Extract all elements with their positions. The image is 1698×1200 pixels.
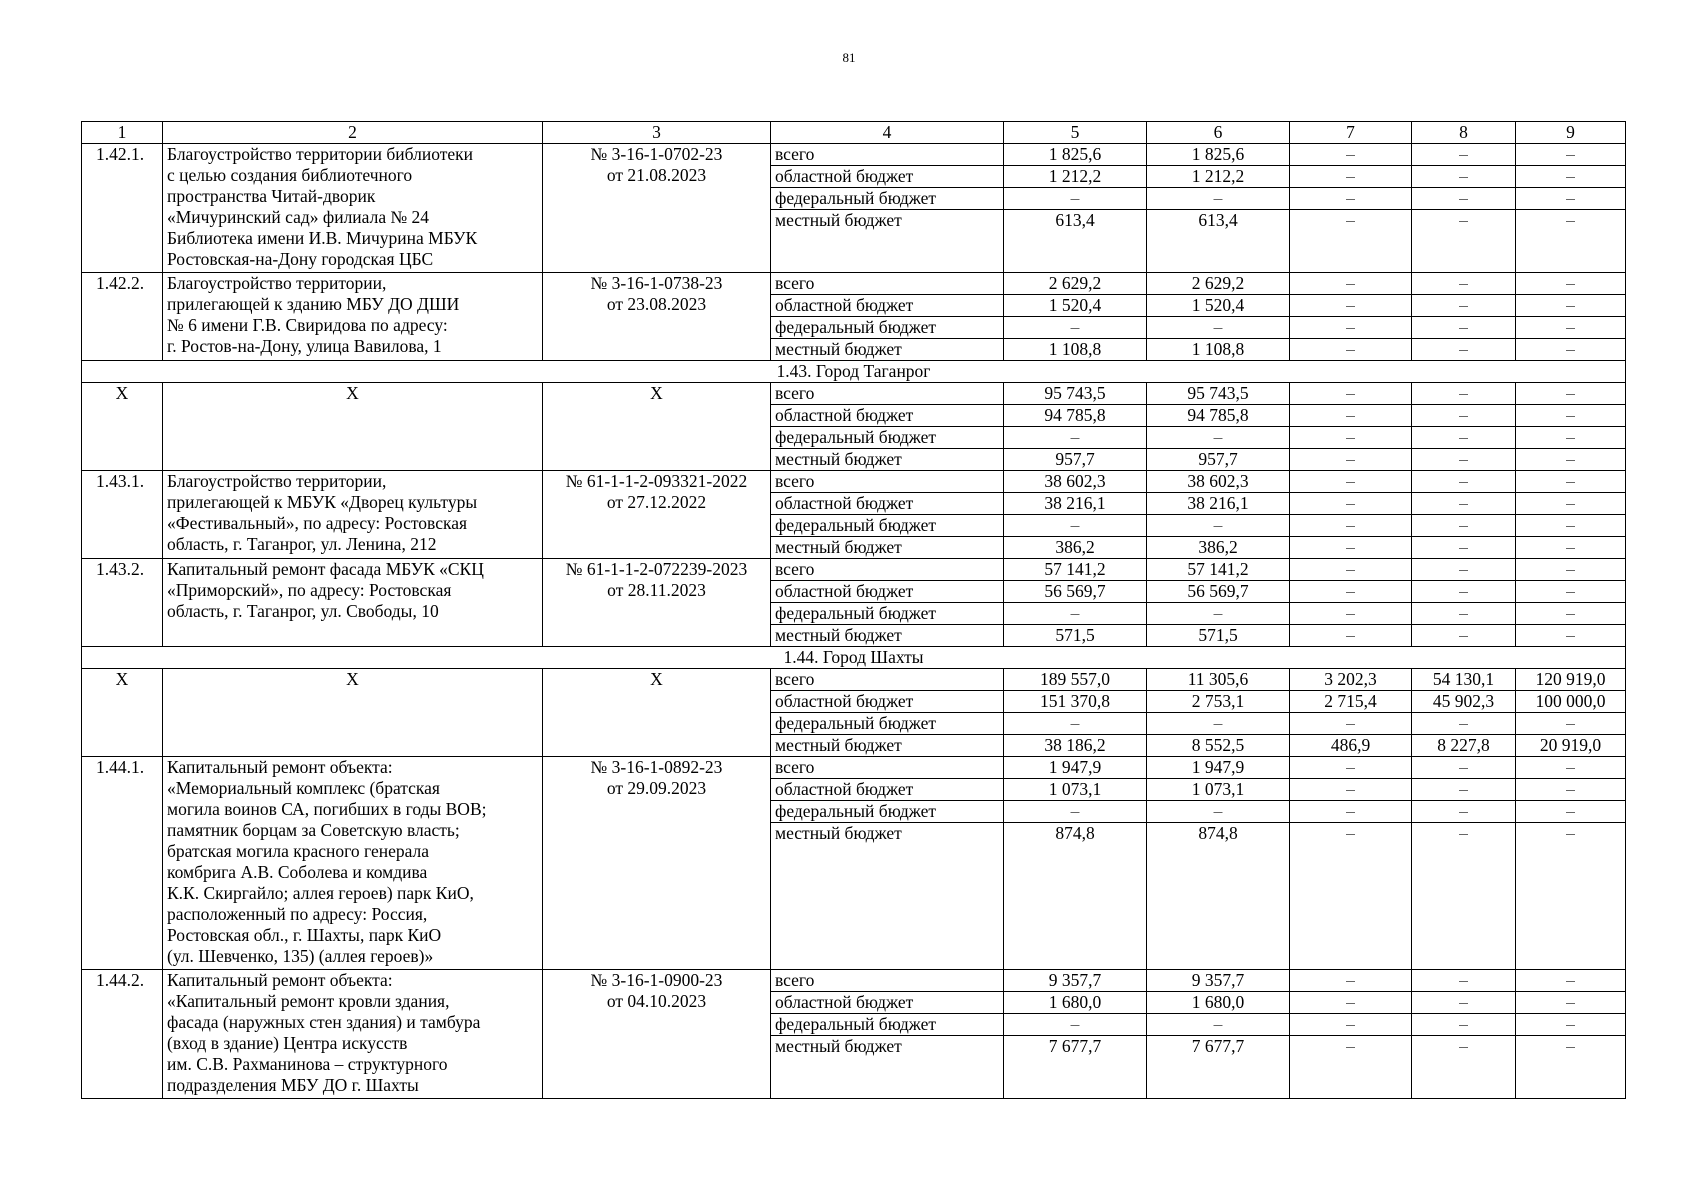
budget-value: 38 216,1: [1147, 493, 1290, 515]
budget-value: 1 212,2: [1147, 166, 1290, 188]
budget-value: –: [1516, 188, 1626, 210]
budget-label: областной бюджет: [771, 691, 1004, 713]
budget-value: 189 557,0: [1004, 669, 1147, 691]
text-line: Капитальный ремонт фасада МБУК «СКЦ: [167, 559, 484, 579]
budget-value: –: [1147, 1014, 1290, 1036]
budget-value: 386,2: [1004, 537, 1147, 559]
budget-label: федеральный бюджет: [771, 317, 1004, 339]
text-line: прилегающей к МБУК «Дворец культуры: [167, 492, 478, 512]
text-line: «Мичуринский сад» филиала № 24: [167, 207, 430, 227]
budget-value: –: [1516, 992, 1626, 1014]
text-line: фасада (наружных стен здания) и тамбура: [167, 1012, 481, 1032]
text-line: памятник борцам за Советскую власть;: [167, 820, 460, 840]
budget-value: 874,8: [1004, 823, 1147, 970]
text-line: (ул. Шевченко, 135) (аллея героев)»: [167, 946, 434, 966]
section-row: [82, 647, 1626, 669]
text-line: подразделения МБУ ДО г. Шахты: [167, 1075, 419, 1095]
budget-value: –: [1290, 992, 1412, 1014]
text-line: № 6 имени Г.В. Свиридова по адресу:: [167, 315, 448, 335]
item-number: 1.42.2.: [82, 273, 163, 361]
budget-value: –: [1412, 471, 1516, 493]
budget-value: –: [1004, 427, 1147, 449]
budget-value: 1 212,2: [1004, 166, 1147, 188]
budget-value: –: [1516, 493, 1626, 515]
budget-value: 9 357,7: [1147, 970, 1290, 992]
budget-label: всего: [771, 273, 1004, 295]
budget-value: 874,8: [1147, 823, 1290, 970]
text-line: от 28.11.2023: [607, 580, 706, 600]
column-header: 3: [543, 122, 771, 144]
budget-value: 2 629,2: [1147, 273, 1290, 295]
budget-value: 386,2: [1147, 537, 1290, 559]
budget-value: –: [1290, 515, 1412, 537]
document-reference: [543, 757, 771, 970]
text-line: расположенный по адресу: Россия,: [167, 904, 428, 924]
item-number: 1.44.2.: [82, 970, 163, 1099]
text-line: Ростовская обл., г. Шахты, парк КиО: [167, 925, 442, 945]
budget-value: –: [1516, 449, 1626, 471]
text-line: Библиотека имени И.В. Мичурина МБУК: [167, 228, 478, 248]
text-line: могила воинов СА, погибших в годы ВОВ;: [167, 799, 487, 819]
table-row: [82, 559, 1626, 581]
budget-value: 1 825,6: [1004, 144, 1147, 166]
budget-value: –: [1290, 801, 1412, 823]
budget-label: федеральный бюджет: [771, 713, 1004, 735]
budget-value: –: [1290, 823, 1412, 970]
text-line: Х: [346, 383, 359, 403]
budget-label: областной бюджет: [771, 295, 1004, 317]
budget-value: –: [1412, 166, 1516, 188]
budget-value: 1 073,1: [1147, 779, 1290, 801]
table-row: [82, 273, 1626, 295]
text-line: от 27.12.2022: [606, 492, 707, 512]
text-line: Капитальный ремонт объекта:: [167, 970, 393, 990]
budget-value: –: [1290, 1014, 1412, 1036]
budget-value: –: [1147, 713, 1290, 735]
budget-value: –: [1290, 144, 1412, 166]
budget-label: федеральный бюджет: [771, 1014, 1004, 1036]
budget-label: федеральный бюджет: [771, 515, 1004, 537]
budget-value: 1 520,4: [1147, 295, 1290, 317]
budget-value: –: [1412, 188, 1516, 210]
document-reference: [543, 970, 771, 1099]
text-line: Х: [650, 669, 663, 689]
budget-label: местный бюджет: [771, 823, 1004, 970]
budget-label: всего: [771, 970, 1004, 992]
page-number: 81: [842, 50, 856, 65]
budget-value: –: [1004, 515, 1147, 537]
budget-value: –: [1516, 801, 1626, 823]
budget-value: –: [1412, 383, 1516, 405]
budget-label: всего: [771, 559, 1004, 581]
budget-value: –: [1412, 823, 1516, 970]
budget-value: –: [1290, 1036, 1412, 1099]
budget-value: –: [1290, 493, 1412, 515]
budget-value: –: [1516, 603, 1626, 625]
text-line: № 3-16-1-0900-23: [590, 970, 723, 990]
text-line: К.К. Скиргайло; аллея героев) парк КиО,: [167, 883, 474, 903]
text-line: Благоустройство территории библиотеки: [167, 144, 474, 164]
budget-value: –: [1290, 537, 1412, 559]
budget-value: 120 919,0: [1516, 669, 1626, 691]
budget-value: –: [1147, 188, 1290, 210]
budget-value: 2 753,1: [1147, 691, 1290, 713]
budget-value: –: [1516, 515, 1626, 537]
text-line: «Мемориальный комплекс (братская: [167, 778, 440, 798]
budget-value: 45 902,3: [1412, 691, 1516, 713]
text-line: № 3-16-1-0892-23: [590, 757, 723, 777]
budget-label: федеральный бюджет: [771, 188, 1004, 210]
budget-value: –: [1147, 317, 1290, 339]
budget-value: 957,7: [1147, 449, 1290, 471]
document-reference: [543, 669, 771, 757]
text-line: с целью создания библиотечного: [167, 165, 413, 185]
budget-value: 54 130,1: [1412, 669, 1516, 691]
budget-value: 38 186,2: [1004, 735, 1147, 757]
budget-value: 3 202,3: [1290, 669, 1412, 691]
budget-value: –: [1290, 188, 1412, 210]
budget-label: федеральный бюджет: [771, 427, 1004, 449]
budget-value: 151 370,8: [1004, 691, 1147, 713]
budget-value: –: [1516, 210, 1626, 273]
item-description: [163, 669, 543, 757]
budget-value: 94 785,8: [1147, 405, 1290, 427]
budget-value: –: [1290, 427, 1412, 449]
text-line: область, г. Таганрог, ул. Ленина, 212: [167, 534, 437, 554]
budget-value: 94 785,8: [1004, 405, 1147, 427]
text-line: Х: [346, 669, 359, 689]
budget-value: –: [1516, 317, 1626, 339]
budget-value: 95 743,5: [1004, 383, 1147, 405]
budget-value: –: [1147, 515, 1290, 537]
budget-value: –: [1516, 295, 1626, 317]
document-reference: [543, 471, 771, 559]
text-line: от 04.10.2023: [606, 991, 707, 1011]
column-header: 7: [1290, 122, 1412, 144]
budget-value: –: [1412, 515, 1516, 537]
budget-value: 1 825,6: [1147, 144, 1290, 166]
budget-value: –: [1290, 471, 1412, 493]
item-number: 1.43.1.: [82, 471, 163, 559]
budget-label: областной бюджет: [771, 166, 1004, 188]
text-line: Благоустройство территории,: [167, 273, 387, 293]
budget-value: –: [1290, 273, 1412, 295]
budget-value: –: [1412, 317, 1516, 339]
budget-value: –: [1004, 713, 1147, 735]
budget-value: 9 357,7: [1004, 970, 1147, 992]
budget-value: 1 947,9: [1147, 757, 1290, 779]
text-line: комбрига А.В. Соболева и комдива: [167, 862, 428, 882]
column-header: 8: [1412, 122, 1516, 144]
text-line: Х: [650, 383, 663, 403]
budget-value: –: [1516, 823, 1626, 970]
budget-label: местный бюджет: [771, 339, 1004, 361]
text-line: от 29.09.2023: [606, 778, 707, 798]
table-row: [82, 970, 1626, 992]
section-title: 1.44. Город Шахты: [82, 647, 1626, 669]
budget-value: 95 743,5: [1147, 383, 1290, 405]
budget-value: –: [1412, 970, 1516, 992]
budget-label: областной бюджет: [771, 779, 1004, 801]
budget-value: –: [1412, 427, 1516, 449]
text-line: Капитальный ремонт объекта:: [167, 757, 393, 777]
budget-value: 57 141,2: [1004, 559, 1147, 581]
item-description: [163, 559, 543, 647]
budget-value: –: [1412, 405, 1516, 427]
text-line: братская могила красного генерала: [167, 841, 430, 861]
item-number: 1.42.1.: [82, 144, 163, 273]
text-line: г. Ростов-на-Дону, улица Вавилова, 1: [167, 336, 442, 356]
budget-value: –: [1516, 144, 1626, 166]
table-row: [82, 757, 1626, 779]
budget-value: –: [1412, 625, 1516, 647]
budget-value: –: [1290, 317, 1412, 339]
budget-label: всего: [771, 383, 1004, 405]
budget-value: 100 000,0: [1516, 691, 1626, 713]
budget-value: 486,9: [1290, 735, 1412, 757]
item-number: Х: [82, 383, 163, 471]
budget-value: –: [1412, 581, 1516, 603]
budget-value: 56 569,7: [1147, 581, 1290, 603]
budget-value: 571,5: [1147, 625, 1290, 647]
text-line: № 61-1-1-2-093321-2022: [565, 471, 748, 491]
budget-label: федеральный бюджет: [771, 801, 1004, 823]
budget-value: –: [1516, 273, 1626, 295]
budget-value: –: [1412, 210, 1516, 273]
item-description: [163, 970, 543, 1099]
budget-value: –: [1412, 779, 1516, 801]
budget-label: местный бюджет: [771, 210, 1004, 273]
budget-value: –: [1412, 339, 1516, 361]
document-reference: [543, 559, 771, 647]
budget-label: местный бюджет: [771, 1036, 1004, 1099]
budget-value: –: [1412, 295, 1516, 317]
budget-label: местный бюджет: [771, 537, 1004, 559]
budget-value: 1 947,9: [1004, 757, 1147, 779]
text-line: прилегающей к зданию МБУ ДО ДШИ: [167, 294, 460, 314]
item-description: [163, 383, 543, 471]
budget-value: –: [1290, 295, 1412, 317]
text-line: пространства Читай-дворик: [167, 186, 376, 206]
text-line: (вход в здание) Центра искусств: [167, 1033, 408, 1053]
column-header: 4: [771, 122, 1004, 144]
text-line: «Капитальный ремонт кровли здания,: [167, 991, 450, 1011]
document-reference: [543, 273, 771, 361]
budget-label: областной бюджет: [771, 493, 1004, 515]
budget-label: всего: [771, 669, 1004, 691]
budget-label: местный бюджет: [771, 735, 1004, 757]
budget-value: –: [1412, 559, 1516, 581]
text-line: им. С.В. Рахманинова – структурного: [167, 1054, 448, 1074]
budget-label: областной бюджет: [771, 992, 1004, 1014]
budget-value: –: [1290, 405, 1412, 427]
text-line: Ростовская-на-Дону городская ЦБС: [167, 249, 434, 269]
budget-label: местный бюджет: [771, 625, 1004, 647]
budget-value: –: [1516, 757, 1626, 779]
budget-value: 8 227,8: [1412, 735, 1516, 757]
item-number: 1.43.2.: [82, 559, 163, 647]
budget-value: 38 602,3: [1004, 471, 1147, 493]
header-row: [82, 122, 1626, 144]
budget-value: –: [1412, 757, 1516, 779]
section-title: 1.43. Город Таганрог: [82, 361, 1626, 383]
budget-value: –: [1290, 713, 1412, 735]
budget-value: 613,4: [1147, 210, 1290, 273]
total-row: [82, 383, 1626, 405]
budget-label: всего: [771, 757, 1004, 779]
budget-value: –: [1290, 449, 1412, 471]
budget-value: –: [1004, 188, 1147, 210]
budget-value: 1 680,0: [1004, 992, 1147, 1014]
item-number: 1.44.1.: [82, 757, 163, 970]
budget-value: 571,5: [1004, 625, 1147, 647]
budget-value: –: [1290, 779, 1412, 801]
budget-label: всего: [771, 471, 1004, 493]
budget-value: –: [1004, 603, 1147, 625]
document-reference: [543, 383, 771, 471]
text-line: от 23.08.2023: [606, 294, 707, 314]
budget-value: –: [1147, 427, 1290, 449]
budget-label: всего: [771, 144, 1004, 166]
budget-value: –: [1412, 273, 1516, 295]
budget-value: –: [1412, 449, 1516, 471]
budget-value: –: [1516, 559, 1626, 581]
budget-value: –: [1290, 339, 1412, 361]
budget-value: 2 629,2: [1004, 273, 1147, 295]
column-header: 5: [1004, 122, 1147, 144]
budget-value: –: [1412, 493, 1516, 515]
budget-value: –: [1290, 581, 1412, 603]
item-description: [163, 273, 543, 361]
budget-value: 1 108,8: [1004, 339, 1147, 361]
budget-table: [81, 121, 1626, 1099]
text-line: от 21.08.2023: [606, 165, 707, 185]
column-header: 9: [1516, 122, 1626, 144]
budget-value: –: [1004, 801, 1147, 823]
item-description: [163, 757, 543, 970]
budget-value: –: [1516, 970, 1626, 992]
budget-value: –: [1516, 471, 1626, 493]
budget-value: –: [1290, 970, 1412, 992]
budget-value: 1 073,1: [1004, 779, 1147, 801]
budget-label: федеральный бюджет: [771, 603, 1004, 625]
budget-value: –: [1516, 1014, 1626, 1036]
budget-value: 1 520,4: [1004, 295, 1147, 317]
budget-value: –: [1516, 1036, 1626, 1099]
budget-value: –: [1290, 625, 1412, 647]
table-row: [82, 471, 1626, 493]
budget-value: –: [1290, 210, 1412, 273]
section-row: [82, 361, 1626, 383]
budget-value: –: [1412, 537, 1516, 559]
column-header: 2: [163, 122, 543, 144]
budget-value: 1 680,0: [1147, 992, 1290, 1014]
budget-value: 20 919,0: [1516, 735, 1626, 757]
budget-value: –: [1516, 383, 1626, 405]
text-line: № 3-16-1-0738-23: [590, 273, 723, 293]
budget-value: –: [1412, 1014, 1516, 1036]
budget-value: –: [1290, 166, 1412, 188]
budget-value: 613,4: [1004, 210, 1147, 273]
budget-value: –: [1516, 537, 1626, 559]
budget-value: –: [1516, 427, 1626, 449]
budget-value: –: [1412, 992, 1516, 1014]
column-header: 1: [82, 122, 163, 144]
budget-value: –: [1516, 779, 1626, 801]
item-number: Х: [82, 669, 163, 757]
budget-value: 957,7: [1004, 449, 1147, 471]
column-header: 6: [1147, 122, 1290, 144]
budget-value: –: [1412, 144, 1516, 166]
budget-value: –: [1412, 801, 1516, 823]
document-reference: [543, 144, 771, 273]
budget-value: 38 216,1: [1004, 493, 1147, 515]
text-line: «Фестивальный», по адресу: Ростовская: [167, 513, 468, 533]
budget-value: –: [1004, 1014, 1147, 1036]
budget-value: –: [1516, 581, 1626, 603]
budget-value: 38 602,3: [1147, 471, 1290, 493]
table-row: [82, 144, 1626, 166]
budget-value: –: [1290, 757, 1412, 779]
budget-value: –: [1516, 166, 1626, 188]
budget-label: областной бюджет: [771, 405, 1004, 427]
budget-value: –: [1147, 603, 1290, 625]
text-line: область, г. Таганрог, ул. Свободы, 10: [167, 601, 439, 621]
budget-value: –: [1147, 801, 1290, 823]
budget-value: 7 677,7: [1147, 1036, 1290, 1099]
text-line: № 61-1-1-2-072239-2023: [565, 559, 748, 579]
budget-value: 1 108,8: [1147, 339, 1290, 361]
budget-value: 2 715,4: [1290, 691, 1412, 713]
text-line: «Приморский», по адресу: Ростовская: [167, 580, 452, 600]
budget-value: –: [1516, 713, 1626, 735]
budget-value: –: [1290, 383, 1412, 405]
budget-value: 7 677,7: [1004, 1036, 1147, 1099]
budget-label: местный бюджет: [771, 449, 1004, 471]
budget-value: –: [1516, 339, 1626, 361]
budget-value: –: [1290, 559, 1412, 581]
text-line: № 3-16-1-0702-23: [590, 144, 723, 164]
budget-value: –: [1516, 625, 1626, 647]
budget-value: 8 552,5: [1147, 735, 1290, 757]
budget-value: 56 569,7: [1004, 581, 1147, 603]
budget-value: –: [1004, 317, 1147, 339]
budget-label: областной бюджет: [771, 581, 1004, 603]
budget-value: –: [1412, 1036, 1516, 1099]
budget-value: –: [1412, 603, 1516, 625]
budget-value: 57 141,2: [1147, 559, 1290, 581]
item-description: [163, 471, 543, 559]
text-line: Благоустройство территории,: [167, 471, 387, 491]
budget-value: –: [1412, 713, 1516, 735]
budget-value: 11 305,6: [1147, 669, 1290, 691]
item-description: [163, 144, 543, 273]
total-row: [82, 669, 1626, 691]
budget-value: –: [1516, 405, 1626, 427]
budget-value: –: [1290, 603, 1412, 625]
